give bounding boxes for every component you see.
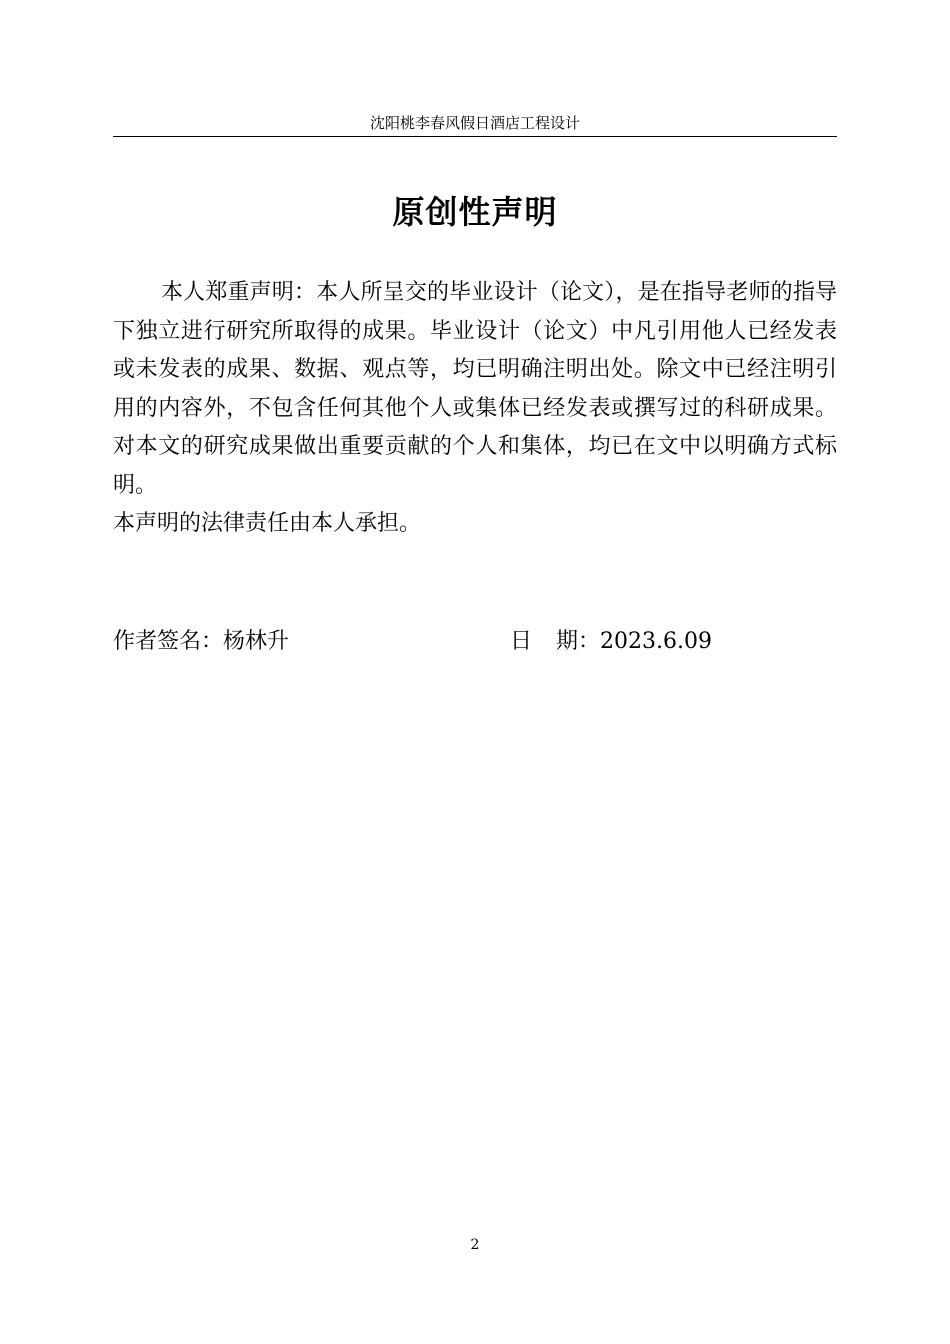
date-value: 2023.6.09 bbox=[600, 629, 712, 654]
declaration-body bbox=[113, 274, 837, 544]
date-label-char-1: 日 bbox=[510, 629, 533, 654]
header-divider bbox=[113, 136, 837, 137]
author-name: 杨林升 bbox=[223, 629, 290, 654]
running-header: 沈阳桃李春风假日酒店工程设计 bbox=[369, 114, 580, 132]
author-signature bbox=[113, 622, 289, 662]
page-number: 2 bbox=[470, 1237, 480, 1253]
date-signature bbox=[510, 622, 712, 662]
page-title: 原创性声明 bbox=[392, 193, 558, 231]
date-label-char-2: 期： bbox=[556, 629, 601, 654]
signature-row bbox=[113, 622, 837, 662]
liability-statement: 本声明的法律责任由本人承担。 bbox=[113, 511, 422, 536]
author-label: 作者签名： bbox=[113, 629, 224, 654]
declaration-paragraph: 本人郑重声明：本人所呈交的毕业设计（论文），是在指导老师的指导下独立进行研究所取得的成果。毕业设计（论文）中凡引用他人已经发表或未发表的成果、数据、观点等，均已明确注明出处。除文中已经注明引用的内容外，不包含任何其他个人或集体已经发表或撰写过的科研成果。对本文的研究成果做出重要贡献的个人和集体，均已在文中以明确方式标明。 bbox=[113, 280, 837, 498]
